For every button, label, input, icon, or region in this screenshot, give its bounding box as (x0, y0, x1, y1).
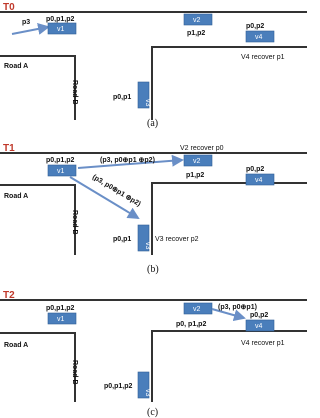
road-b-edge (152, 183, 307, 255)
v2-packets: p1,p2 (187, 30, 206, 37)
panel-a (0, 2, 307, 129)
v1-label: v1 (57, 26, 65, 33)
v3-label: v3 (144, 242, 151, 250)
v1-packets: p0,p1,p2 (46, 16, 75, 23)
v1-label: v1 (57, 168, 65, 175)
road-a-label: Road A (4, 193, 29, 200)
v3-label: v3 (144, 389, 151, 397)
v4-packets: p0,p2 (246, 166, 265, 173)
road-b-label: Road B (71, 210, 78, 235)
v2-label: v2 (193, 17, 201, 24)
v2-packets: p0, p1,p2 (176, 321, 207, 328)
v1-packets: p0,p1,p2 (46, 305, 75, 312)
caption-b: (b) (147, 264, 159, 275)
v4-label: v4 (255, 34, 263, 41)
panel-b (0, 143, 307, 275)
time-label-t0: T0 (3, 2, 15, 13)
panel-c (0, 290, 307, 418)
time-label-t2: T2 (3, 290, 15, 301)
v3-packets: p0,p1,p2 (104, 383, 133, 390)
v4-note: V4 recover p1 (241, 54, 285, 61)
arrow-to-v4-label: (p3, p0⊕p1) (218, 304, 257, 311)
v2-label: v2 (193, 306, 201, 313)
caption-a: (a) (147, 118, 159, 129)
time-label-t1: T1 (3, 143, 15, 154)
p3-arrow (12, 27, 48, 34)
arrow-to-v3-label: (p3, p0⊕p1 ⊕p2) (90, 173, 142, 208)
v3-note: V3 recover p2 (155, 236, 199, 243)
p3-label: p3 (22, 19, 31, 26)
v4-note: V4 recover p1 (241, 340, 285, 347)
v2-label: v2 (193, 158, 201, 165)
v4-packets: p0,p2 (250, 312, 269, 319)
v3-label: v3 (144, 99, 151, 107)
caption-c: (c) (147, 407, 159, 418)
v4-label: v4 (255, 177, 263, 184)
v1-packets: p0,p1,p2 (46, 157, 75, 164)
v2-note: V2 recover p0 (180, 145, 224, 152)
road-a-label: Road A (4, 63, 29, 70)
v4-label: v4 (255, 323, 263, 330)
road-b-label: Road B (71, 80, 78, 105)
v2-packets: p1,p2 (186, 172, 205, 179)
road-a-label: Road A (4, 342, 29, 349)
road-b-label: Road B (71, 360, 78, 385)
v1-label: v1 (57, 316, 65, 323)
v3-packets: p0,p1 (113, 236, 132, 243)
v3-packets: p0,p1 (113, 94, 132, 101)
arrow-to-v2-label: (p3, p0⊕p1 ⊕p2) (100, 157, 155, 164)
v4-packets: p0,p2 (246, 23, 265, 30)
